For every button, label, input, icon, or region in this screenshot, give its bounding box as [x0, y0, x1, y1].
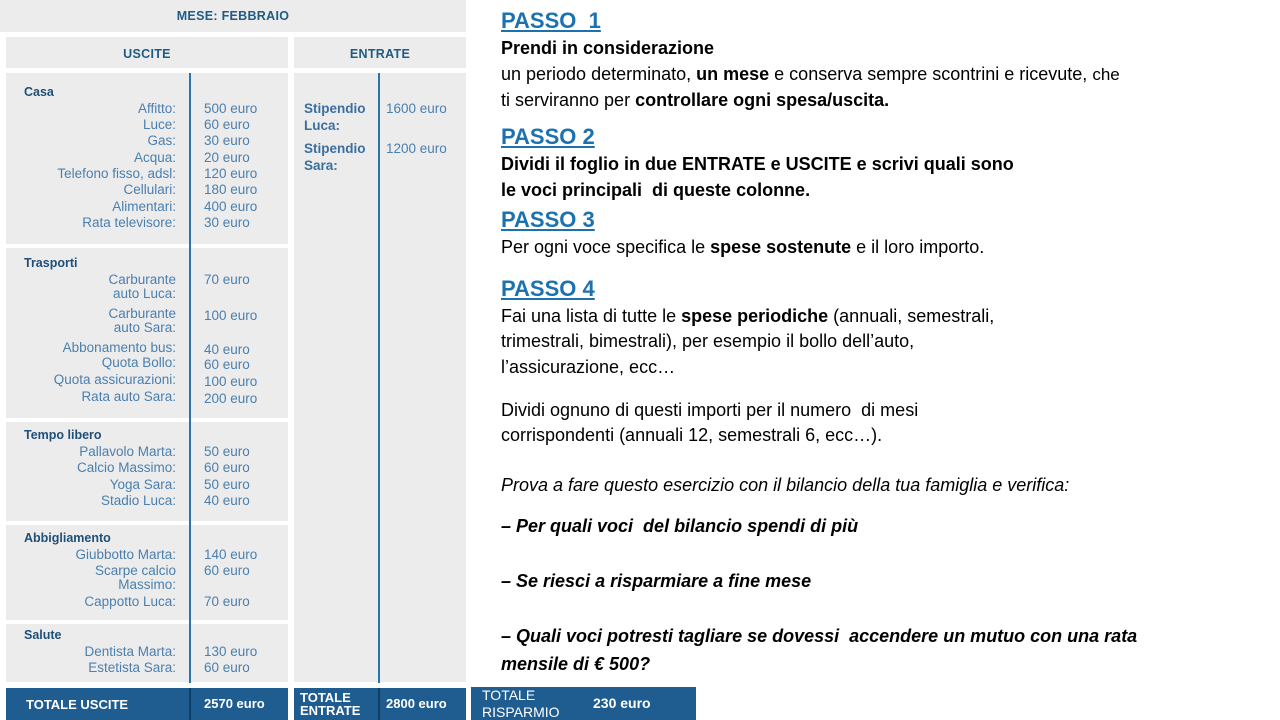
- step-2-line-2: le voci principali di queste colonne.: [501, 180, 811, 200]
- item-amount: 130 euro: [204, 644, 258, 659]
- item-label: Stadio Luca:: [100, 493, 176, 508]
- question-3-line-1: – Quali voci potresti tagliare se dovessi accendere un mutuo con una rata: [501, 626, 1138, 646]
- step-1-title: PASSO 1: [501, 8, 601, 33]
- step-3-line-1: [501, 234, 984, 260]
- totale-uscite-value: 2570 euro: [204, 696, 265, 711]
- totale-risparmio-value: 230 euro: [593, 695, 651, 711]
- item-amount: 50 euro: [204, 477, 250, 492]
- item-label: Telefono fisso, adsl:: [57, 166, 176, 181]
- budget-table: [0, 0, 468, 720]
- text-span: un periodo determinato,: [501, 64, 697, 84]
- item-amount: 200 euro: [204, 391, 258, 406]
- item-amount: 400 euro: [204, 199, 258, 214]
- totale-risparmio-label-1: TOTALE: [482, 687, 536, 703]
- question-3-line-2: mensile di € 500?: [501, 654, 651, 674]
- item-amount: 50 euro: [204, 444, 250, 459]
- totale-entrate-bar: [294, 688, 466, 720]
- item-label: Carburante: [108, 272, 176, 287]
- item-label: Yoga Sara:: [109, 477, 176, 492]
- item-amount: 70 euro: [204, 272, 250, 287]
- item-label: Rata televisore:: [82, 215, 176, 230]
- category-title: Trasporti: [24, 256, 78, 270]
- uscite-header: [6, 37, 288, 68]
- item-label: Quota Bollo:: [101, 355, 176, 370]
- totale-uscite-divider: [189, 688, 191, 720]
- item-amount: 180 euro: [204, 182, 258, 197]
- totale-uscite-bar: [6, 688, 288, 720]
- entrate-label: Stipendio: [304, 141, 366, 156]
- entrate-header-label: ENTRATE: [349, 47, 411, 61]
- month-header: [0, 0, 466, 32]
- item-amount: 20 euro: [204, 150, 250, 165]
- step-4-line-3: l’assicurazione, ecc…: [501, 357, 676, 377]
- item-amount: 60 euro: [204, 460, 250, 475]
- item-amount: 60 euro: [204, 660, 250, 675]
- question-2: – Se riesci a risparmiare a fine mese: [501, 571, 812, 591]
- totale-uscite-label: TOTALE USCITE: [26, 697, 129, 712]
- month-label: MESE: FEBBRAIO: [176, 9, 290, 23]
- item-label: Luce:: [142, 117, 176, 132]
- item-label: auto Sara:: [113, 320, 176, 335]
- item-amount: 70 euro: [204, 594, 250, 609]
- item-amount: 60 euro: [204, 357, 250, 372]
- uscite-header-label: USCITE: [123, 47, 171, 61]
- item-amount: 60 euro: [204, 563, 250, 578]
- step-2-line-1: Dividi il foglio in due ENTRATE e USCITE e scrivi quali sono: [501, 154, 1014, 174]
- totale-entrate-divider: [378, 688, 380, 720]
- text-span: (annuali, semestrali,: [828, 306, 995, 326]
- item-label: Gas:: [147, 133, 176, 148]
- totale-entrate-label-2: ENTRATE: [300, 703, 361, 718]
- entrate-label: Sara:: [304, 158, 338, 173]
- item-amount: 60 euro: [204, 117, 250, 132]
- category-title: Abbigliamento: [24, 531, 111, 545]
- item-amount: 500 euro: [204, 101, 258, 116]
- text-span-bold: spese periodiche: [681, 306, 829, 326]
- text-span-bold: controllare ogni spesa/uscita.: [635, 90, 890, 110]
- item-amount: 30 euro: [204, 133, 250, 148]
- step-1-line-1: Prendi in considerazione: [501, 38, 715, 58]
- totale-risparmio-bar: [471, 687, 696, 720]
- item-label: Abbonamento bus:: [62, 340, 176, 355]
- item-label: Acqua:: [133, 150, 176, 165]
- item-label: Pallavolo Marta:: [79, 444, 176, 459]
- question-1: – Per quali voci del bilancio spendi di più: [501, 516, 859, 536]
- step-1-line-2: [501, 61, 1120, 88]
- item-amount: 40 euro: [204, 493, 250, 508]
- entrate-label: Luca:: [304, 118, 341, 133]
- item-amount: 100 euro: [204, 308, 258, 323]
- item-label: Calcio Massimo:: [76, 460, 176, 475]
- item-label: Dentista Marta:: [84, 644, 176, 659]
- category-title: Salute: [24, 628, 62, 642]
- text-span: e il loro importo.: [851, 237, 985, 257]
- item-label: Giubbotto Marta:: [75, 547, 176, 562]
- item-label: Scarpe calcio: [94, 563, 176, 578]
- item-label: Carburante: [108, 306, 176, 321]
- prova-text: Prova a fare questo esercizio con il bilancio della tua famiglia e verifica:: [501, 475, 1070, 495]
- item-amount: 40 euro: [204, 342, 250, 357]
- text-span-bold: un mese: [696, 64, 770, 84]
- item-amount: 140 euro: [204, 547, 258, 562]
- item-label: Massimo:: [118, 577, 176, 592]
- item-amount: 30 euro: [204, 215, 250, 230]
- step-4-line-1: [501, 303, 994, 329]
- step-1-line-3: [501, 87, 889, 113]
- entrate-amount: 1600 euro: [386, 101, 447, 116]
- item-label: auto Luca:: [112, 286, 176, 301]
- item-label: Estetista Sara:: [88, 660, 176, 675]
- totale-entrate-label-1: TOTALE: [300, 690, 351, 705]
- text-span: Fai una lista di tutte le: [501, 306, 682, 326]
- uscite-divider: [189, 73, 191, 683]
- category-title: Casa: [24, 85, 54, 99]
- text-span: e conserva sempre scontrini e ricevute,: [769, 64, 1093, 84]
- text-span: ti serviranno per: [501, 90, 636, 110]
- item-amount: 100 euro: [204, 374, 258, 389]
- item-label: Affitto:: [137, 101, 176, 116]
- item-label: Rata auto Sara:: [81, 389, 176, 404]
- totale-risparmio-label-2: RISPARMIO: [482, 704, 560, 720]
- text-span: Per ogni voce specifica le: [501, 237, 711, 257]
- entrate-header: [294, 37, 466, 68]
- text-span: che: [1092, 65, 1120, 84]
- item-amount: 120 euro: [204, 166, 258, 181]
- entrate-label: Stipendio: [304, 101, 366, 116]
- step-4-line-5: corrispondenti (annuali 12, semestrali 6, ecc…).: [501, 425, 883, 445]
- totale-entrate-value: 2800 euro: [386, 696, 447, 711]
- item-label: Cappotto Luca:: [84, 594, 176, 609]
- step-4-title: PASSO 4: [501, 276, 595, 301]
- step-4-line-2: trimestrali, bimestrali), per esempio il bollo dell’auto,: [501, 331, 915, 351]
- item-label: Quota assicurazioni:: [53, 372, 176, 387]
- item-label: Alimentari:: [112, 199, 176, 214]
- entrate-amount: 1200 euro: [386, 141, 447, 156]
- step-2-title: PASSO 2: [501, 124, 595, 149]
- category-title: Tempo libero: [24, 428, 102, 442]
- step-4-line-4: Dividi ognuno di questi importi per il numero di mesi: [501, 400, 919, 420]
- step-3-title: PASSO 3: [501, 207, 595, 232]
- text-span-bold: spese sostenute: [710, 237, 852, 257]
- item-label: Cellulari:: [123, 182, 176, 197]
